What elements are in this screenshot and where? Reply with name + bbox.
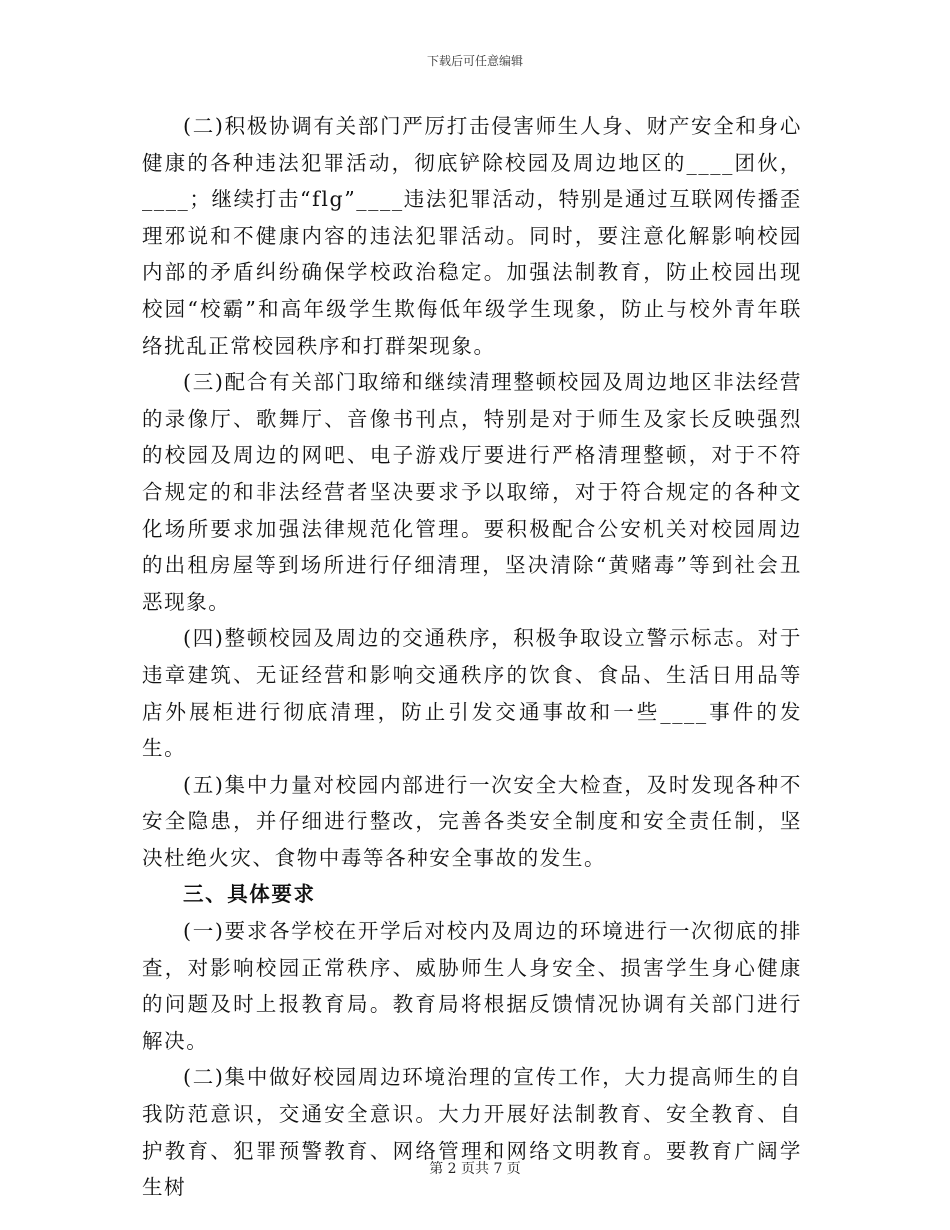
requirement-2: (二)集中做好校园周边环境治理的宣传工作，大力提高师生的自我防范意识，交通安全意识。大力开展好法制教育、安全教育、自护教育、犯罪预警教育、网络管理和网络文明教育。要教育广阔学生树	[142, 1065, 802, 1200]
requirement-1: (一)要求各学校在开学后对校内及周边的环境进行一次彻底的排查，对影响校园正常秩序、威胁师生人身安全、损害学生身心健康的问题及时上报教育局。教育局将根据反馈情况协调有关部门进行解决。	[142, 919, 802, 1053]
paragraph-2: (二)积极协调有关部门严厉打击侵害师生人身、财产安全和身心健康的各种违法犯罪活动，彻底铲除校园及周边地区的____团伙，____；继续打击“flg”____违法犯罪活动，特别是通过互联网传播歪理邪说和不健康内容的违法犯罪活动。同时，要注意化解影响校园内部的矛盾纠纷确保学校政治稳定。加强法制教育，防止校园出现校园“校霸”和高年级学生欺侮低年级学生现象，防止与校外青年联络扰乱正常校园秩序和打群架现象。	[142, 114, 802, 358]
paragraph-4: (四)整顿校园及周边的交通秩序，积极争取设立警示标志。对于违章建筑、无证经营和影响交通秩序的饮食、食品、生活日用品等店外展柜进行彻底清理，防止引发交通事故和一些____事件的发生。	[142, 626, 802, 761]
page-footer: 第 2 页共 7 页	[429, 1161, 521, 1177]
section-heading: 三、具体要求	[183, 882, 316, 907]
page-header: 下载后可任意编辑	[426, 54, 523, 68]
document-body	[142, 108, 802, 1206]
paragraph-3: (三)配合有关部门取缔和继续清理整顿校园及周边地区非法经营的录像厅、歌舞厅、音像书刊点，特别是对于师生及家长反映强烈的校园及周边的网吧、电子游戏厅要进行严格清理整顿，对于不符合规定的和非法经营者坚决要求予以取缔，对于符合规定的各种文化场所要求加强法律规范化管理。要积极配合公安机关对校园周边的出租房屋等到场所进行仔细清理，坚决清除“黄赌毒”等到社会丑恶现象。	[142, 370, 802, 614]
paragraph-5: (五)集中力量对校园内部进行一次安全大检查，及时发现各种不安全隐患，并仔细进行整改，完善各类安全制度和安全责任制，坚决杜绝火灾、食物中毒等各种安全事故的发生。	[142, 772, 802, 870]
